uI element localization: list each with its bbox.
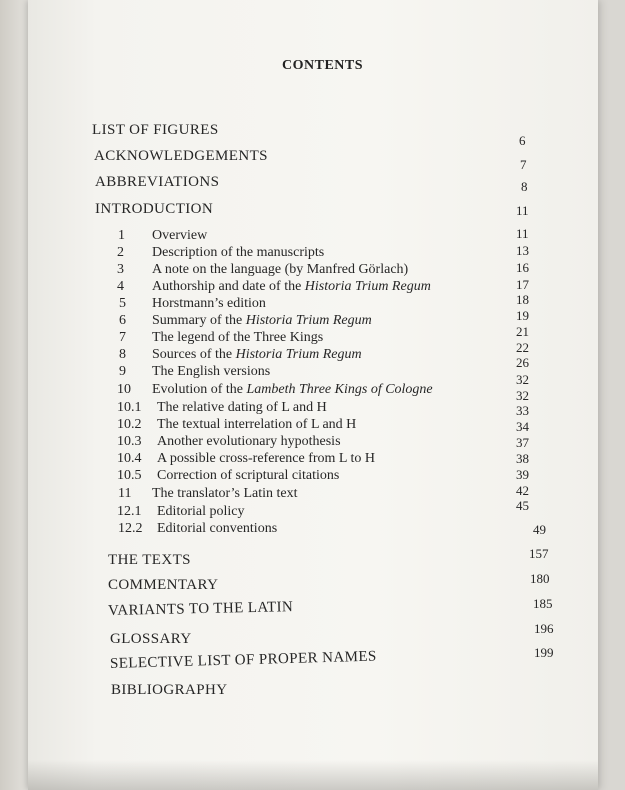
toc-page-number: 38 (516, 451, 529, 466)
toc-section-number: 4 (117, 279, 124, 294)
toc-page-number: 26 (516, 355, 529, 370)
toc-section-title-italic: Historia Trium Regum (304, 279, 431, 294)
toc-page-number: 45 (516, 498, 529, 513)
toc-section-title-text: Authorship and date of the (152, 279, 305, 294)
toc-section-title: The textual interrelation of L and H (157, 417, 357, 432)
toc-section-title: The relative dating of L and H (157, 400, 327, 415)
toc-page-number: 11 (516, 203, 529, 218)
toc-page-number: 37 (516, 435, 529, 450)
toc-page-number: 7 (520, 157, 527, 172)
toc-section-title (152, 313, 372, 329)
toc-page-number: 34 (516, 419, 529, 434)
toc-section-title: Editorial conventions (157, 521, 278, 536)
toc-section-title: A possible cross-reference from L to H (157, 451, 375, 466)
toc-section-title: The legend of the Three Kings (152, 330, 324, 345)
toc-section-title: Horstmann’s edition (152, 296, 266, 311)
toc-page-number: 11 (516, 226, 529, 241)
toc-section-title: The English versions (152, 364, 271, 379)
toc-entry-abbreviations: ABBREVIATIONS (95, 174, 220, 190)
toc-page-number: 157 (529, 546, 549, 561)
toc-entry-variants-to-the-latin: VARIANTS TO THE LATIN (107, 599, 294, 619)
toc-section-title: A note on the language (by Manfred Görlach) (152, 262, 409, 277)
toc-section-number: 10.2 (117, 417, 142, 432)
toc-page-number: 8 (521, 179, 528, 194)
toc-section-title: Description of the manuscripts (152, 245, 325, 260)
toc-page-number: 17 (516, 277, 529, 292)
toc-page-number: 42 (516, 483, 529, 498)
toc-page-number: 21 (516, 324, 529, 339)
toc-section-number: 11 (118, 486, 132, 501)
toc-page-number: 6 (519, 133, 526, 148)
toc-entry-list-of-figures: LIST OF FIGURES (92, 122, 219, 138)
toc-section-title: Overview (152, 228, 208, 243)
toc-page-number: 196 (534, 621, 554, 636)
page-shadow (28, 760, 598, 790)
toc-page-number: 185 (533, 596, 553, 611)
toc-section-title-italic: Historia Trium Regum (245, 313, 372, 328)
toc-page-number: 32 (516, 372, 529, 387)
toc-section-title-italic: Historia Trium Regum (235, 347, 362, 362)
toc-section-title (152, 279, 431, 295)
toc-page-number: 33 (516, 403, 529, 418)
toc-page-number: 13 (516, 243, 529, 258)
toc-section-title: Correction of scriptural citations (157, 468, 340, 483)
toc-page-number: 32 (516, 388, 529, 403)
toc-section-number: 10 (117, 382, 131, 397)
toc-entry-acknowledgements: ACKNOWLEDGEMENTS (94, 148, 268, 164)
toc-page-number: 199 (534, 645, 554, 660)
toc-section-title-text: Sources of the (152, 347, 236, 362)
toc-section-title-text: Summary of the (152, 313, 246, 328)
toc-section-number: 5 (119, 296, 126, 311)
toc-section-title (152, 347, 362, 363)
page-title: CONTENTS (282, 58, 364, 73)
toc-section-number: 3 (117, 262, 124, 277)
toc-page-number: 39 (516, 467, 529, 482)
toc-section-number: 10.1 (117, 400, 142, 415)
toc-entry-selective-list-of-proper-names: SELECTIVE LIST OF PROPER NAMES (109, 648, 377, 672)
toc-section-number: 10.3 (117, 434, 142, 449)
toc-entry-introduction: INTRODUCTION (95, 201, 214, 217)
toc-section-number: 10.4 (117, 451, 142, 466)
toc-page-number: 19 (516, 308, 529, 323)
toc-page-number: 18 (516, 292, 529, 307)
toc-section-title: Editorial policy (157, 504, 245, 519)
toc-section-title: The translator’s Latin text (152, 486, 298, 501)
toc-section-number: 2 (117, 245, 124, 260)
toc-section-number: 10.5 (117, 468, 142, 483)
toc-section-title-italic: Lambeth Three Kings of Cologne (246, 382, 433, 397)
book-gutter (0, 0, 28, 790)
toc-entry-commentary: COMMENTARY (108, 577, 219, 593)
toc-section-number: 6 (119, 313, 126, 328)
toc-page-number: 16 (516, 260, 529, 275)
toc-page-number: 49 (533, 522, 546, 537)
toc-section-number: 9 (119, 364, 126, 379)
toc-entry-the-texts: THE TEXTS (108, 552, 191, 568)
toc-page-number: 180 (530, 571, 550, 586)
toc-section-title (152, 382, 433, 398)
toc-entry-bibliography: BIBLIOGRAPHY (111, 682, 228, 698)
toc-section-number: 7 (119, 330, 126, 345)
toc-page-number: 22 (516, 340, 529, 355)
toc-section-number: 1 (118, 228, 125, 243)
toc-section-title-text: Evolution of the (152, 382, 247, 397)
toc-section-title: Another evolutionary hypothesis (157, 434, 341, 449)
toc-section-number: 12.1 (117, 504, 142, 519)
toc-entry-glossary: GLOSSARY (110, 631, 192, 647)
toc-section-number: 8 (119, 347, 126, 362)
toc-section-number: 12.2 (118, 521, 143, 536)
